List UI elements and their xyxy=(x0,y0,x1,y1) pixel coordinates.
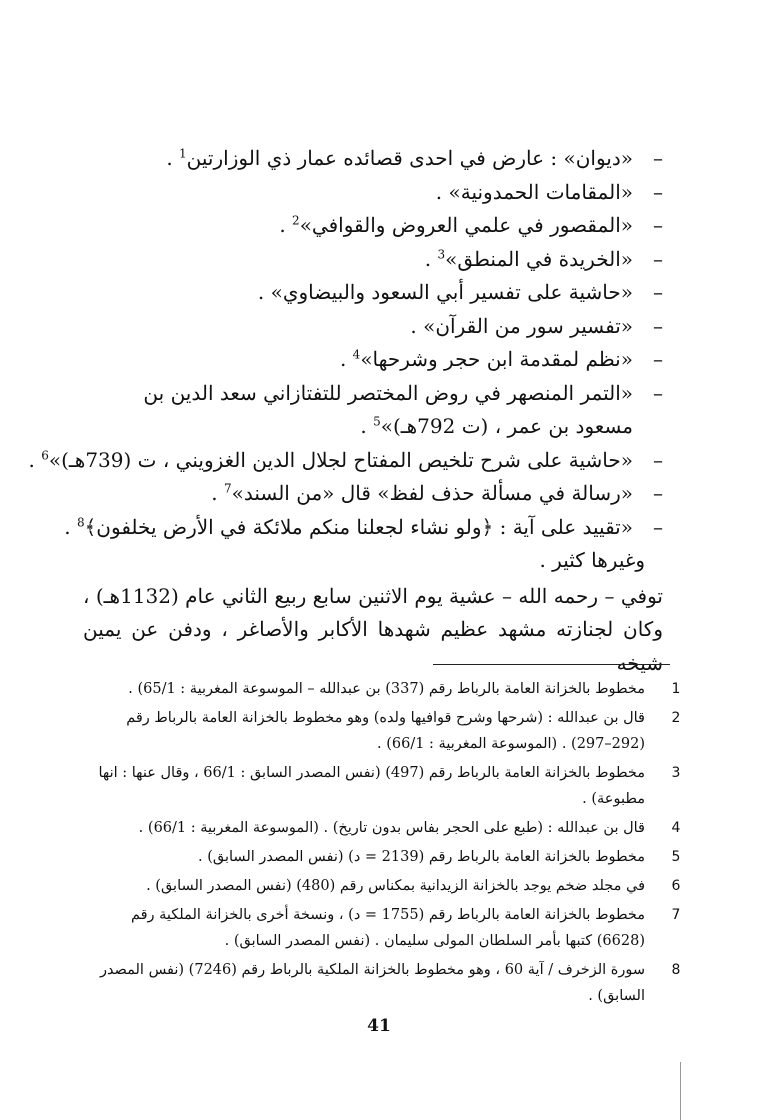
list-dash: – xyxy=(653,213,663,237)
list-item: – «المقصور في علمي العروض والقوافي»$^2$ . xyxy=(83,209,663,243)
list-item-text: «تفسير سور من القرآن» . xyxy=(410,313,633,338)
list-item: – «الخريدة في المنطق»$^3$ . xyxy=(83,243,663,277)
footnote-ref: 3 xyxy=(437,246,446,261)
list-dash: – xyxy=(653,280,663,304)
list-dash: – xyxy=(653,481,663,505)
footnote-text: مخطوط بالخزانة العامة بالرباط رقم (1755 = د) ، ونسخة أخرى بالخزانة الملكية رقم (6628) كتبها بأمر السلطان المولى سليمان . (نفس المصدر السابق) . xyxy=(130,907,645,949)
works-list xyxy=(28,142,663,544)
list-item-text: «المقامات الحمدونية» . xyxy=(435,179,633,204)
list-item-text: «المقصور في علمي العروض والقوافي» xyxy=(299,213,633,237)
list-item: – «نظم لمقدمة ابن حجر وشرحها»$^4$ . xyxy=(83,343,663,377)
list-item xyxy=(83,176,663,210)
footnote-text: سورة الزخرف / آية 60 ، وهو مخطوط بالخزانة الملكية بالرباط رقم (7246) (نفس المصدر السابق) . xyxy=(99,962,645,1004)
footnote-text: مخطوط بالخزانة العامة بالرباط رقم (337) بن عبدالله – الموسوعة المغربية : 65/1) . xyxy=(128,681,645,697)
footnote-ref: 2 xyxy=(292,213,300,228)
footnote xyxy=(83,815,683,841)
footnote-separator xyxy=(433,664,670,665)
list-dash: – xyxy=(653,514,663,539)
list-dash: – xyxy=(653,146,663,170)
list-continuation: وغيرها كثير . xyxy=(539,548,645,572)
list-item-text: «الخريدة في المنطق» xyxy=(445,246,633,271)
footnote-number: 6 xyxy=(671,878,681,894)
footnote-text: في مجلد ضخم يوجد بالخزانة الزيدانية بمكناس رقم (480) (نفس المصدر السابق) . xyxy=(146,878,645,894)
footnote xyxy=(83,873,683,899)
list-item: – «ديوان» : عارض في احدى قصائده عمار ذي الوزارتين$^1$ . xyxy=(83,142,663,176)
footnote xyxy=(83,676,683,702)
footnote xyxy=(83,760,683,812)
list-item-text: «نظم لمقدمة ابن حجر وشرحها» xyxy=(360,347,633,371)
list-item: – «التمر المنصهر في روض المختصر للتفتازاني سعد الدين بن مسعود بن عمر ، (ت 792هـ)»$^5$ . xyxy=(83,377,663,444)
footnotes xyxy=(83,676,683,1012)
main-text xyxy=(28,142,663,680)
footnote-text: قال بن عبدالله : (طبع على الحجر بفاس بدون تاريخ) . (الموسوعة المغربية : 66/1) . xyxy=(138,820,645,836)
footnote-number: 8 xyxy=(671,962,681,978)
footnote xyxy=(83,844,683,870)
footnote-ref: 8 xyxy=(76,514,85,529)
footnote-ref: 6 xyxy=(41,447,49,462)
list-item-text: «رسالة في مسألة حذف لفظ» قال «من السند» xyxy=(231,481,633,505)
footnote xyxy=(83,902,683,954)
footnote-text: مخطوط بالخزانة العامة بالرباط رقم (497) (نفس المصدر السابق : 66/1 ، وقال عنها : انها مطبوعة) . xyxy=(98,765,645,807)
footnote-number: 5 xyxy=(671,849,681,865)
list-item-text: «حاشية على تفسير أبي السعود والبيضاوي» . xyxy=(257,280,633,304)
list-dash: – xyxy=(653,179,663,204)
list-dash: – xyxy=(653,447,663,472)
list-item xyxy=(83,276,663,310)
footnote-number: 1 xyxy=(671,681,681,697)
footnote-ref: 1 xyxy=(179,146,187,161)
list-item xyxy=(83,310,663,344)
footnote-number: 4 xyxy=(671,820,681,836)
list-item-text: «التمر المنصهر في روض المختصر للتفتازاني سعد الدين بن مسعود بن عمر ، (ت 792هـ)» xyxy=(143,380,633,438)
footnote-number: 2 xyxy=(671,710,681,726)
list-item: – «حاشية على شرح تلخيص المفتاح لجلال الدين الغزويني ، ت (739هـ)»$^6$ . xyxy=(83,444,663,478)
list-item-text: «ديوان» : عارض في احدى قصائده عمار ذي الوزارتين xyxy=(186,146,633,170)
footnote xyxy=(83,705,683,757)
body-paragraph: توفي – رحمه الله – عشية يوم الاثنين سابع ربيع الثاني عام (1132هـ) ، وكان لجنازته مشهد عظيم شهدها الأكابر والأصاغر ، ودفن عن يمين شيخه xyxy=(83,583,663,675)
list-item-text: «تقييد على آية : ﴿ولو نشاء لجعلنا منكم ملائكة في الأرض يخلفون﴾ xyxy=(84,514,633,539)
footnote-number: 3 xyxy=(671,765,681,781)
footnote-ref: 7 xyxy=(223,481,232,496)
footnote-text: قال بن عبدالله : (شرحها وشرح قوافيها ولده) وهو مخطوط بالخزانة العامة بالرباط رقم (292–297) . (الموسوعة المغربية : 66/1) . xyxy=(126,710,645,752)
list-dash: – xyxy=(653,313,663,338)
scan-gutter-line xyxy=(680,1062,681,1120)
list-dash: – xyxy=(653,347,663,371)
footnote xyxy=(83,957,683,1009)
page-number: 41 xyxy=(367,1016,391,1036)
list-item: – «تقييد على آية : ﴿ولو نشاء لجعلنا منكم ملائكة في الأرض يخلفون﴾$^8$ . xyxy=(83,511,663,545)
list-item: – «رسالة في مسألة حذف لفظ» قال «من السند»$^7$ . xyxy=(83,477,663,511)
list-dash: – xyxy=(653,380,663,405)
list-item-text: «حاشية على شرح تلخيص المفتاح لجلال الدين الغزويني ، ت (739هـ)» xyxy=(48,447,633,472)
footnote-ref: 4 xyxy=(352,347,361,362)
footnote-ref: 5 xyxy=(373,414,381,429)
footnote-text: مخطوط بالخزانة العامة بالرباط رقم (2139 = د) (نفس المصدر السابق) . xyxy=(198,849,645,865)
list-dash: – xyxy=(653,246,663,271)
footnote-number: 7 xyxy=(671,907,681,923)
